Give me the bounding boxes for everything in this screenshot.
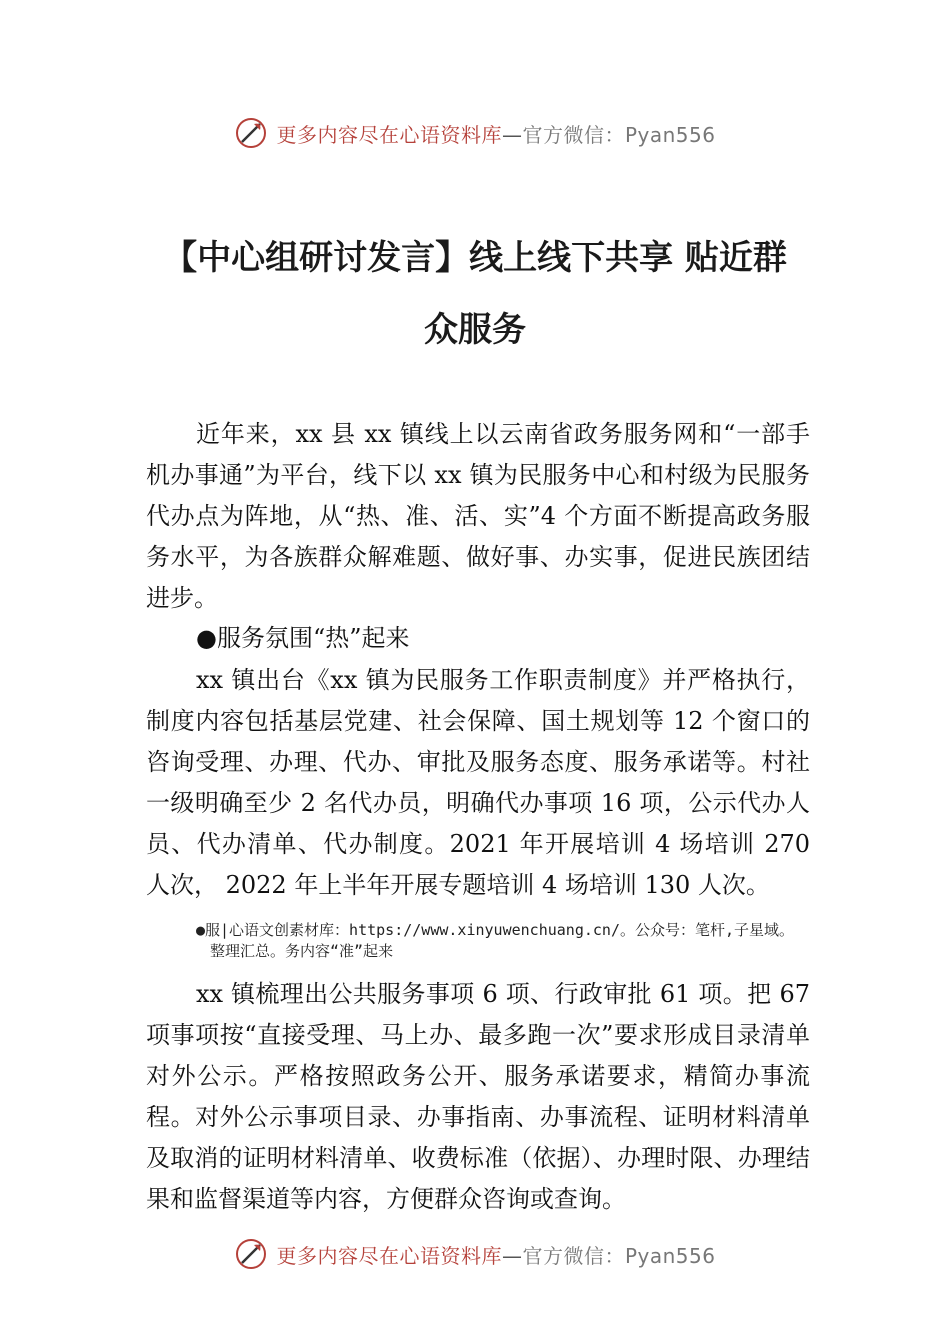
paragraph-items: xx 镇梳理出公共服务事项 6 项、行政审批 61 项。把 67 项事项按“直接受理、马上办、最多跑一次”要求形成目录清单对外公示。严格按照政务公开、服务承诺要求，精简办事流程。对外公示事项目录、办事指南、办事流程、证明材料清单及取消的证明材料清单、收费标准（依据）、办理时限、办理结果和监督渠道等内容，方便群众咨询或查询。 (146, 980, 810, 1213)
footer-banner-main: 更多内容尽在心语资料库 (276, 1243, 502, 1268)
footer-banner-wechat: 官方微信：Pyan556 (522, 1243, 716, 1268)
watermark-note (196, 920, 846, 962)
quill-logo-icon (234, 1237, 268, 1271)
title-line-2: 众服务 (424, 310, 526, 350)
note-line-1: ●服|心语文创素材库：https://www.xinyuwenchuang.cn/。公众号：笔杆,子星域。 (196, 921, 795, 939)
paragraph-system: xx 镇出台《xx 镇为民服务工作职责制度》并严格执行，制度内容包括基层党建、社会保障、国土规划等 12 个窗口的咨询受理、办理、代办、审批及服务态度、服务承诺等。村社一级明确至少 2 名代办员，明确代办事项 16 项，公示代办人员、代办清单、代办制度。2021 年开展培训 4 场培训 270 人次， 2022 年上半年开展专题培训 4 场培训 130 人次。 (146, 666, 810, 899)
document-title (80, 222, 870, 366)
quill-logo-icon (234, 116, 268, 150)
header-banner-main: 更多内容尽在心语资料库 (276, 122, 502, 147)
paragraph-intro: 近年来，xx 县 xx 镇线上以云南省政务服务网和“一部手机办事通”为平台，线下以 xx 镇为民服务中心和村级为民服务代办点为阵地，从“热、准、活、实”4 个方面不断提高政务服务水平，为各族群众解难题、做好事、办实事，促进民族团结进步。 (146, 420, 810, 612)
header-banner-wechat: 官方微信：Pyan556 (522, 122, 716, 147)
section-heading-hot: ●服务氛围“热”起来 (196, 624, 410, 652)
header-banner (0, 116, 950, 150)
title-line-1: 【中心组研讨发言】线上线下共享 贴近群 (163, 238, 787, 278)
footer-banner-sep: — (501, 1243, 523, 1268)
footer-banner (0, 1237, 950, 1271)
header-banner-sep: — (501, 122, 523, 147)
note-line-2: 整理汇总。务内容“准”起来 (210, 942, 394, 960)
